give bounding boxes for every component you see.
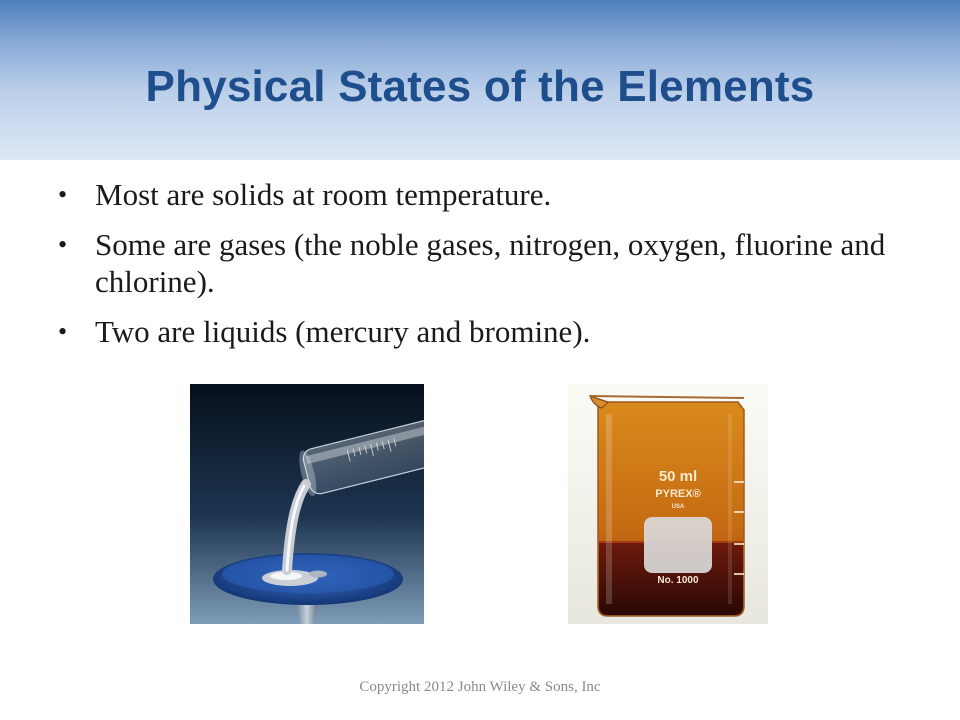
bullet-text: Two are liquids (mercury and bromine). bbox=[95, 314, 591, 349]
bullet-marker: • bbox=[58, 180, 68, 209]
bullet-marker: • bbox=[58, 317, 68, 346]
bullet-item bbox=[58, 176, 908, 213]
bullet-item bbox=[58, 226, 908, 300]
beaker-volume-marking: 50 ml bbox=[658, 468, 698, 485]
bullet-text: Some are gases (the noble gases, nitrogen, oxygen, fluorine and chlorine). bbox=[95, 227, 886, 299]
bullet-list bbox=[58, 176, 908, 363]
bullet-item bbox=[58, 313, 908, 350]
bullet-marker: • bbox=[58, 230, 68, 259]
beaker-brand-marking: PYREX® bbox=[655, 488, 701, 500]
beaker-origin-marking: USA bbox=[671, 504, 685, 510]
mercury-pouring-photo bbox=[190, 384, 424, 624]
slide-title: Physical States of the Elements bbox=[145, 62, 815, 111]
bromine-beaker-photo bbox=[568, 384, 768, 624]
bullet-text: Most are solids at room temperature. bbox=[95, 177, 552, 212]
copyright-footer: Copyright 2012 John Wiley & Sons, Inc bbox=[359, 679, 601, 695]
beaker-model-marking: No. 1000 bbox=[657, 575, 699, 586]
